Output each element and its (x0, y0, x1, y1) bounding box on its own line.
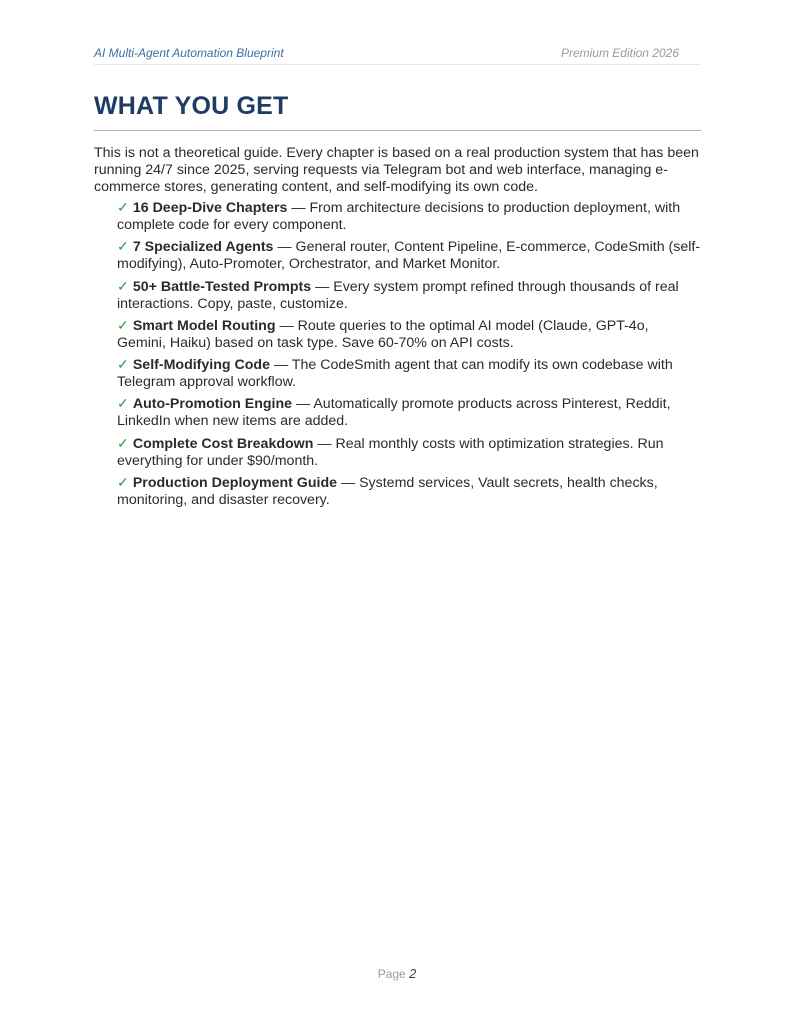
feature-title: Complete Cost Breakdown (132, 435, 314, 452)
edition-label: Premium Edition 2026 (560, 46, 679, 60)
section-title: WHAT YOU GET (94, 92, 289, 120)
page-number: 2 (409, 966, 417, 981)
feature-item (117, 475, 701, 509)
page-footer (0, 966, 794, 981)
checkmark-icon: ✓ (117, 200, 129, 216)
checkmark-icon: ✓ (117, 396, 129, 413)
feature-description: — The CodeSmith agent that can modify its own codebase with Telegram approval workflow. (117, 357, 673, 391)
feature-item (117, 357, 701, 391)
feature-item (117, 318, 701, 352)
feature-item (117, 279, 701, 313)
feature-item (117, 200, 701, 234)
feature-title: 16 Deep-Dive Chapters (132, 200, 288, 216)
feature-list (117, 200, 701, 514)
checkmark-icon: ✓ (117, 435, 129, 452)
feature-title: Auto-Promotion Engine (132, 396, 293, 413)
feature-description: — Real monthly costs with optimization strategies. Run everything for under $90/month. (117, 435, 664, 469)
feature-item (117, 396, 701, 430)
feature-description: — From architecture decisions to production deployment, with complete code for every component. (117, 200, 681, 233)
document-title: AI Multi-Agent Automation Blueprint (94, 46, 284, 60)
feature-description: — Route queries to the optimal AI model (Claude, GPT-4o, Gemini, Haiku) based on task type. Save 60-70% on API costs. (117, 317, 649, 351)
feature-description: — Systemd services, Vault secrets, health checks, monitoring, and disaster recovery. (117, 475, 658, 509)
intro-paragraph: This is not a theoretical guide. Every chapter is based on a real production system that has been running 24/7 since 2025, serving requests via Telegram bot and web interface, managing e-commerce stores, generating content, and self-modifying its own code. (94, 145, 699, 195)
feature-description: — Every system prompt refined through thousands of real interactions. Copy, paste, customize. (117, 278, 679, 312)
feature-title: 7 Specialized Agents (132, 239, 274, 256)
page-header (94, 44, 701, 65)
checkmark-icon: ✓ (117, 475, 129, 492)
feature-title: Production Deployment Guide (132, 475, 337, 492)
title-divider (94, 130, 701, 131)
feature-description: — Automatically promote products across Pinterest, Reddit, LinkedIn when new items are added. (117, 396, 671, 430)
feature-title: 50+ Battle-Tested Prompts (132, 278, 312, 295)
checkmark-icon: ✓ (117, 278, 129, 295)
feature-item (117, 436, 701, 470)
checkmark-icon: ✓ (117, 317, 129, 334)
feature-title: Smart Model Routing (132, 317, 276, 334)
checkmark-icon: ✓ (117, 357, 129, 374)
feature-item (117, 239, 701, 273)
feature-description: — General router, Content Pipeline, E-commerce, CodeSmith (self-modifying), Auto-Promoter, Orchestrator, and Market Monitor. (117, 239, 701, 273)
checkmark-icon: ✓ (117, 239, 129, 256)
page-label: Page (377, 967, 406, 981)
feature-title: Self-Modifying Code (132, 357, 270, 374)
